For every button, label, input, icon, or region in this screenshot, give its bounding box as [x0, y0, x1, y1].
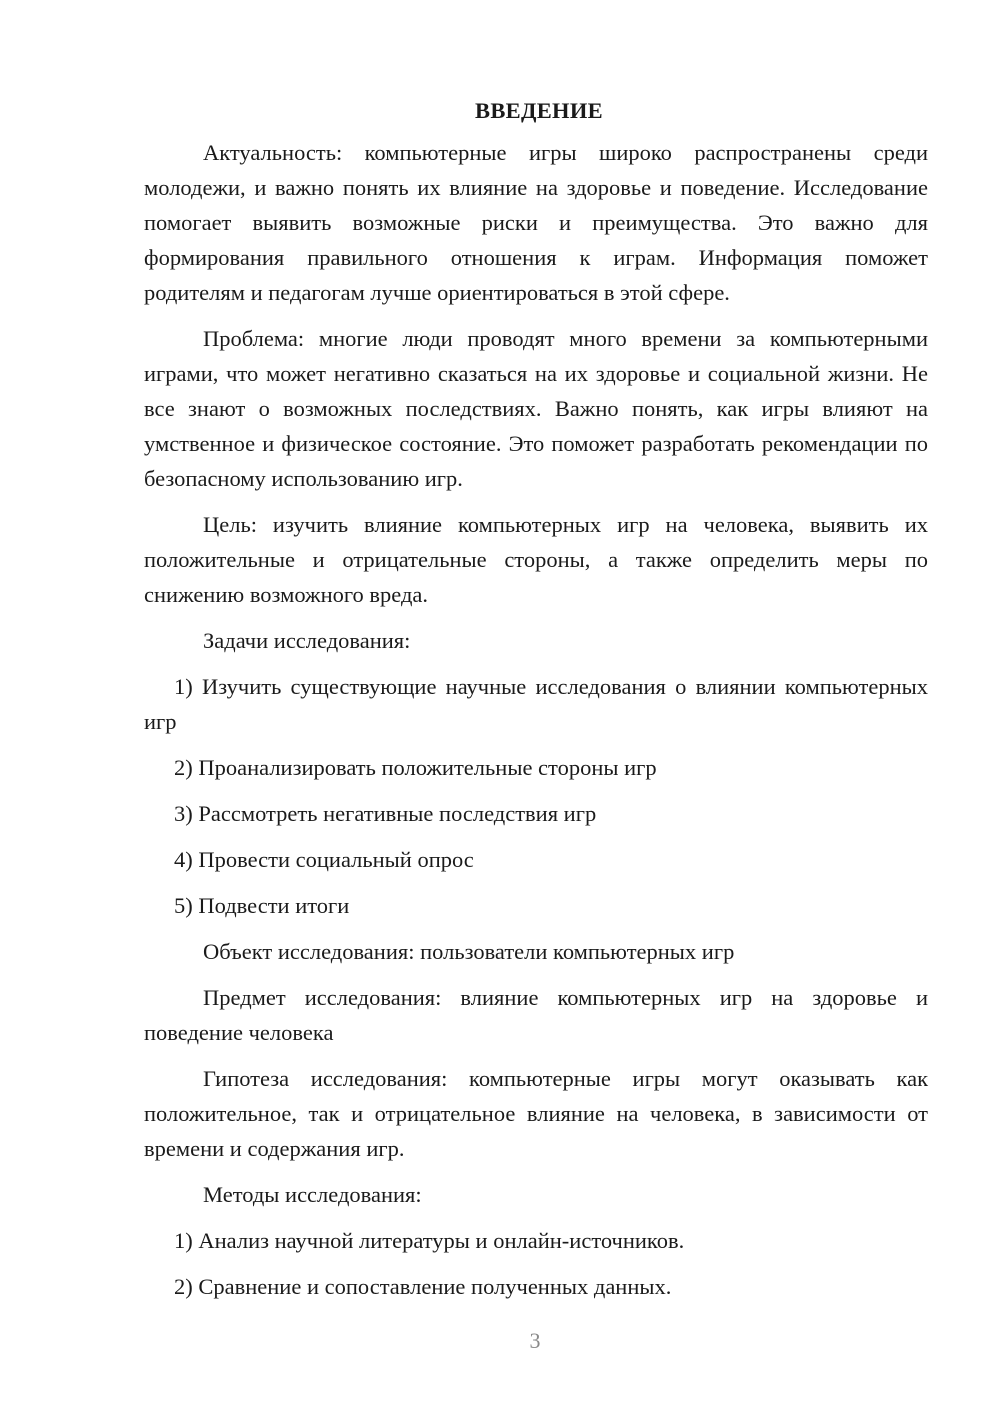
tasks-heading: Задачи исследования: [203, 628, 411, 653]
task-item: 3) Рассмотреть негативные последствия игр [174, 801, 597, 826]
page-content [144, 96, 928, 1315]
method-item: 1) Анализ научной литературы и онлайн-источников. [174, 1228, 685, 1253]
task-item: 5) Подвести итоги [174, 893, 350, 918]
object-paragraph: Объект исследования: пользователи компьютерных игр [203, 939, 735, 964]
task-item: 1) Изучить существующие научные исследования о влиянии компьютерных игр [144, 674, 928, 734]
relevance-paragraph: Актуальность: компьютерные игры широко распространены среди молодежи, и важно понять их влияние на здоровье и поведение. Исследование помогает выявить возможные риски и преимущества. Это важно для формирования правильного отношения к играм. Информация поможет родителям и педагогам лучше ориентироваться в этой сфере. [144, 140, 928, 305]
goal-paragraph: Цель: изучить влияние компьютерных игр на человека, выявить их положительные и отрицательные стороны, а также определить меры по снижению возможного вреда. [144, 512, 928, 607]
methods-list [144, 1223, 928, 1304]
method-item: 2) Сравнение и сопоставление полученных данных. [174, 1274, 672, 1299]
methods-heading: Методы исследования: [203, 1182, 422, 1207]
task-item: 4) Провести социальный опрос [174, 847, 474, 872]
tasks-list [144, 669, 928, 923]
problem-paragraph: Проблема: многие люди проводят много времени за компьютерными играми, что может негативно сказаться на их здоровье и социальной жизни. Не все знают о возможных последствиях. Важно понять, как игры влияют на умственное и физическое состояние. Это поможет разработать рекомендации по безопасному использованию игр. [144, 326, 928, 491]
section-title: ВВЕДЕНИЕ [475, 98, 603, 123]
hypothesis-paragraph: Гипотеза исследования: компьютерные игры могут оказывать как положительное, так и отрицательное влияние на человека, в зависимости от времени и содержания игр. [144, 1066, 928, 1161]
page-number: 3 [529, 1328, 541, 1353]
task-item: 2) Проанализировать положительные стороны игр [174, 755, 657, 780]
subject-paragraph: Предмет исследования: влияние компьютерных игр на здоровье и поведение человека [144, 985, 928, 1045]
